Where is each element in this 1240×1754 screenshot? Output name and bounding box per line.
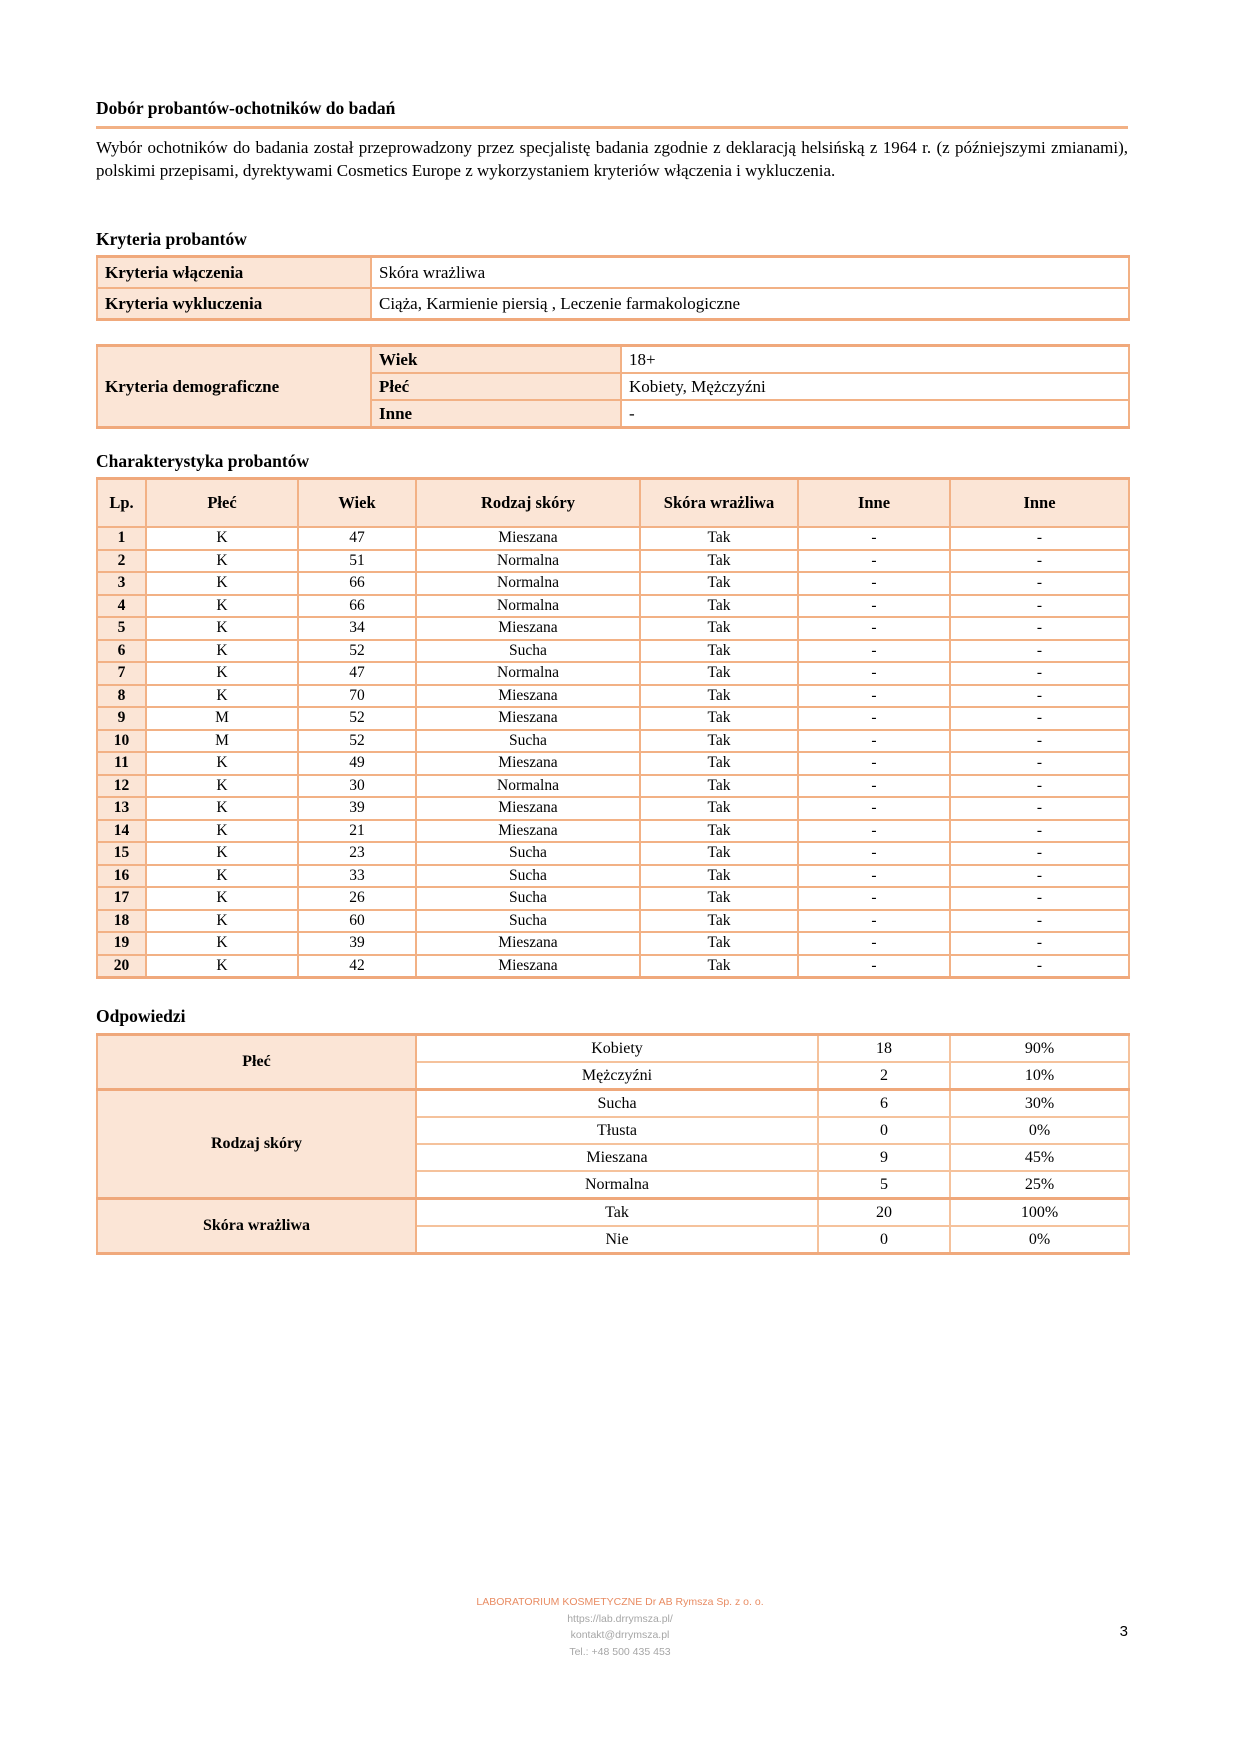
characteristics-cell: - — [950, 730, 1129, 753]
answers-count: 6 — [818, 1090, 950, 1118]
characteristics-cell: - — [950, 797, 1129, 820]
characteristics-cell: Mieszana — [416, 617, 640, 640]
characteristics-heading: Charakterystyka probantów — [96, 451, 310, 471]
characteristics-cell: Tak — [640, 887, 798, 910]
characteristics-cell: - — [950, 752, 1129, 775]
characteristics-row-number: 2 — [97, 550, 146, 573]
answers-group-label: Płeć — [97, 1035, 416, 1090]
answers-option: Mężczyźni — [416, 1062, 818, 1090]
characteristics-cell: Sucha — [416, 730, 640, 753]
characteristics-cell: Mieszana — [416, 820, 640, 843]
answers-percent: 45% — [950, 1144, 1129, 1171]
answers-percent: 10% — [950, 1062, 1129, 1090]
characteristics-cell: K — [146, 640, 298, 663]
characteristics-row-number: 20 — [97, 955, 146, 978]
characteristics-cell: 66 — [298, 595, 416, 618]
characteristics-row — [97, 550, 1129, 573]
characteristics-cell: - — [950, 685, 1129, 708]
characteristics-row — [97, 842, 1129, 865]
answers-count: 0 — [818, 1226, 950, 1254]
answers-row — [97, 1035, 1129, 1063]
characteristics-cell: Normalna — [416, 550, 640, 573]
characteristics-row-number: 7 — [97, 662, 146, 685]
characteristics-column-header: Inne — [950, 479, 1129, 528]
characteristics-cell: K — [146, 685, 298, 708]
answers-percent: 25% — [950, 1171, 1129, 1199]
characteristics-cell: Tak — [640, 550, 798, 573]
characteristics-cell: 26 — [298, 887, 416, 910]
characteristics-header-row — [97, 479, 1129, 528]
demographics-value: - — [621, 400, 1129, 428]
characteristics-cell: - — [950, 640, 1129, 663]
characteristics-cell: K — [146, 910, 298, 933]
footer-phone: Tel.: +48 500 435 453 — [569, 1645, 671, 1658]
characteristics-cell: - — [950, 820, 1129, 843]
characteristics-cell: - — [950, 842, 1129, 865]
characteristics-cell: - — [950, 887, 1129, 910]
characteristics-cell: Sucha — [416, 910, 640, 933]
answers-percent: 100% — [950, 1199, 1129, 1227]
characteristics-row-number: 1 — [97, 527, 146, 550]
characteristics-cell: - — [798, 842, 950, 865]
characteristics-cell: Mieszana — [416, 685, 640, 708]
answers-count: 9 — [818, 1144, 950, 1171]
characteristics-row-number: 9 — [97, 707, 146, 730]
characteristics-cell: Mieszana — [416, 707, 640, 730]
criteria-heading: Kryteria probantów — [96, 229, 247, 249]
characteristics-row-number: 16 — [97, 865, 146, 888]
answers-count: 0 — [818, 1117, 950, 1144]
intro-heading: Dobór probantów-ochotników do badań — [96, 97, 1128, 129]
characteristics-row — [97, 730, 1129, 753]
characteristics-column-header: Inne — [798, 479, 950, 528]
characteristics-row — [97, 527, 1129, 550]
characteristics-cell: Tak — [640, 955, 798, 978]
characteristics-cell: 33 — [298, 865, 416, 888]
characteristics-cell: K — [146, 932, 298, 955]
characteristics-cell: - — [950, 572, 1129, 595]
characteristics-cell: - — [950, 932, 1129, 955]
characteristics-cell: K — [146, 887, 298, 910]
characteristics-cell: Tak — [640, 595, 798, 618]
characteristics-cell: Tak — [640, 797, 798, 820]
characteristics-cell: 30 — [298, 775, 416, 798]
characteristics-cell: Sucha — [416, 842, 640, 865]
characteristics-cell: - — [798, 640, 950, 663]
answers-row — [97, 1199, 1129, 1227]
answers-option: Tłusta — [416, 1117, 818, 1144]
characteristics-cell: Tak — [640, 640, 798, 663]
characteristics-row-number: 18 — [97, 910, 146, 933]
footer-url: https://lab.drrymsza.pl/ — [567, 1612, 673, 1625]
characteristics-cell: - — [798, 617, 950, 640]
demographics-label: Wiek — [371, 346, 621, 374]
characteristics-cell: - — [950, 595, 1129, 618]
characteristics-row — [97, 820, 1129, 843]
characteristics-cell: - — [798, 910, 950, 933]
characteristics-cell: 60 — [298, 910, 416, 933]
characteristics-cell: Tak — [640, 617, 798, 640]
characteristics-cell: Tak — [640, 707, 798, 730]
footer-email: kontakt@drrymsza.pl — [570, 1629, 670, 1641]
characteristics-cell: K — [146, 550, 298, 573]
characteristics-cell: - — [798, 527, 950, 550]
page-footer — [0, 1594, 1240, 1660]
characteristics-cell: 34 — [298, 617, 416, 640]
answers-heading: Odpowiedzi — [96, 1006, 186, 1026]
answers-group-label: Skóra wrażliwa — [97, 1199, 416, 1254]
answers-option: Mieszana — [416, 1144, 818, 1171]
answers-percent: 90% — [950, 1035, 1129, 1063]
criteria-value: Ciąża, Karmienie piersią , Leczenie farmakologiczne — [371, 288, 1129, 320]
characteristics-cell: Sucha — [416, 887, 640, 910]
characteristics-row-number: 13 — [97, 797, 146, 820]
characteristics-cell: 47 — [298, 527, 416, 550]
characteristics-row — [97, 797, 1129, 820]
characteristics-row — [97, 955, 1129, 978]
characteristics-row — [97, 595, 1129, 618]
footer-company-name: LABORATORIUM KOSMETYCZNE Dr AB Rymsza Sp. z o. o. — [476, 1596, 764, 1608]
characteristics-cell: 42 — [298, 955, 416, 978]
characteristics-row — [97, 910, 1129, 933]
characteristics-table — [96, 477, 1130, 979]
characteristics-cell: - — [798, 730, 950, 753]
characteristics-row-number: 12 — [97, 775, 146, 798]
characteristics-cell: K — [146, 797, 298, 820]
characteristics-cell: Tak — [640, 752, 798, 775]
characteristics-cell: - — [798, 775, 950, 798]
characteristics-row — [97, 932, 1129, 955]
answers-count: 20 — [818, 1199, 950, 1227]
characteristics-row — [97, 887, 1129, 910]
characteristics-cell: M — [146, 730, 298, 753]
characteristics-cell: K — [146, 865, 298, 888]
characteristics-cell: - — [950, 955, 1129, 978]
page-number: 3 — [1119, 1623, 1128, 1640]
characteristics-row — [97, 685, 1129, 708]
characteristics-cell: - — [798, 662, 950, 685]
characteristics-row-number: 10 — [97, 730, 146, 753]
characteristics-cell: K — [146, 617, 298, 640]
characteristics-cell: Tak — [640, 685, 798, 708]
characteristics-cell: 39 — [298, 797, 416, 820]
criteria-label: Kryteria włączenia — [97, 257, 371, 289]
answers-table — [96, 1033, 1130, 1255]
characteristics-cell: Mieszana — [416, 797, 640, 820]
characteristics-cell: K — [146, 527, 298, 550]
characteristics-cell: - — [950, 662, 1129, 685]
characteristics-cell: K — [146, 842, 298, 865]
characteristics-cell: Normalna — [416, 775, 640, 798]
characteristics-cell: K — [146, 752, 298, 775]
characteristics-cell: Tak — [640, 527, 798, 550]
characteristics-cell: K — [146, 572, 298, 595]
characteristics-cell: - — [798, 685, 950, 708]
demographics-label: Inne — [371, 400, 621, 428]
characteristics-cell: Tak — [640, 932, 798, 955]
characteristics-row-number: 4 — [97, 595, 146, 618]
answers-option: Kobiety — [416, 1035, 818, 1063]
characteristics-column-header: Lp. — [97, 479, 146, 528]
criteria-label: Kryteria wykluczenia — [97, 288, 371, 320]
characteristics-cell: Tak — [640, 730, 798, 753]
characteristics-cell: K — [146, 775, 298, 798]
answers-percent: 0% — [950, 1226, 1129, 1254]
characteristics-cell: 52 — [298, 730, 416, 753]
characteristics-cell: Tak — [640, 865, 798, 888]
answers-percent: 30% — [950, 1090, 1129, 1118]
characteristics-cell: - — [798, 752, 950, 775]
answers-option: Normalna — [416, 1171, 818, 1199]
characteristics-cell: Sucha — [416, 865, 640, 888]
characteristics-cell: - — [798, 595, 950, 618]
characteristics-row — [97, 865, 1129, 888]
demographics-row — [97, 346, 1129, 374]
criteria-row — [97, 257, 1129, 289]
characteristics-cell: - — [950, 910, 1129, 933]
characteristics-cell: Normalna — [416, 572, 640, 595]
characteristics-cell: 23 — [298, 842, 416, 865]
characteristics-column-header: Rodzaj skóry — [416, 479, 640, 528]
answers-count: 18 — [818, 1035, 950, 1063]
characteristics-column-header: Skóra wrażliwa — [640, 479, 798, 528]
answers-option: Sucha — [416, 1090, 818, 1118]
characteristics-cell: 47 — [298, 662, 416, 685]
characteristics-cell: - — [950, 617, 1129, 640]
characteristics-cell: 39 — [298, 932, 416, 955]
characteristics-column-header: Płeć — [146, 479, 298, 528]
characteristics-cell: Tak — [640, 820, 798, 843]
demographics-table — [96, 344, 1130, 429]
characteristics-cell: Tak — [640, 842, 798, 865]
characteristics-row-number: 8 — [97, 685, 146, 708]
answers-count: 5 — [818, 1171, 950, 1199]
characteristics-cell: - — [798, 707, 950, 730]
characteristics-row — [97, 707, 1129, 730]
characteristics-cell: Tak — [640, 775, 798, 798]
demographics-label: Płeć — [371, 373, 621, 400]
characteristics-cell: Tak — [640, 910, 798, 933]
characteristics-cell: Sucha — [416, 640, 640, 663]
characteristics-cell: 52 — [298, 640, 416, 663]
characteristics-cell: Tak — [640, 662, 798, 685]
characteristics-cell: - — [950, 865, 1129, 888]
answers-count: 2 — [818, 1062, 950, 1090]
characteristics-cell: - — [798, 865, 950, 888]
characteristics-cell: K — [146, 820, 298, 843]
intro-paragraph: Wybór ochotników do badania został przeprowadzony przez specjalistę badania zgodnie z deklaracją helsińską z 1964 r. (z późniejszymi zmianami), polskimi przepisami, dyrektywami Cosmetics Europe z wykorzystaniem kryteriów włączenia i wykluczenia. — [96, 138, 1128, 180]
characteristics-row — [97, 572, 1129, 595]
characteristics-cell: Mieszana — [416, 932, 640, 955]
characteristics-row — [97, 640, 1129, 663]
characteristics-cell: Normalna — [416, 595, 640, 618]
characteristics-cell: M — [146, 707, 298, 730]
characteristics-cell: 52 — [298, 707, 416, 730]
characteristics-cell: K — [146, 595, 298, 618]
characteristics-row-number: 15 — [97, 842, 146, 865]
characteristics-row — [97, 775, 1129, 798]
characteristics-cell: Mieszana — [416, 527, 640, 550]
characteristics-cell: - — [798, 932, 950, 955]
characteristics-cell: - — [950, 707, 1129, 730]
characteristics-row-number: 19 — [97, 932, 146, 955]
characteristics-cell: - — [798, 887, 950, 910]
characteristics-column-header: Wiek — [298, 479, 416, 528]
characteristics-row-number: 5 — [97, 617, 146, 640]
characteristics-cell: K — [146, 662, 298, 685]
demographics-merged-label: Kryteria demograficzne — [97, 346, 371, 428]
characteristics-row-number: 6 — [97, 640, 146, 663]
characteristics-cell: 21 — [298, 820, 416, 843]
characteristics-row — [97, 752, 1129, 775]
characteristics-cell: 66 — [298, 572, 416, 595]
demographics-value: 18+ — [621, 346, 1129, 374]
characteristics-cell: - — [798, 797, 950, 820]
criteria-row — [97, 288, 1129, 320]
criteria-value: Skóra wrażliwa — [371, 257, 1129, 289]
characteristics-cell: 70 — [298, 685, 416, 708]
characteristics-cell: - — [950, 775, 1129, 798]
characteristics-cell: 51 — [298, 550, 416, 573]
criteria-table — [96, 255, 1130, 321]
characteristics-row-number: 17 — [97, 887, 146, 910]
characteristics-cell: Mieszana — [416, 752, 640, 775]
answers-option: Nie — [416, 1226, 818, 1254]
characteristics-cell: 49 — [298, 752, 416, 775]
characteristics-cell: Mieszana — [416, 955, 640, 978]
demographics-value: Kobiety, Mężczyźni — [621, 373, 1129, 400]
characteristics-row — [97, 617, 1129, 640]
answers-option: Tak — [416, 1199, 818, 1227]
characteristics-cell: - — [798, 955, 950, 978]
characteristics-cell: K — [146, 955, 298, 978]
characteristics-cell: Tak — [640, 572, 798, 595]
characteristics-row-number: 11 — [97, 752, 146, 775]
characteristics-cell: - — [798, 550, 950, 573]
characteristics-cell: - — [950, 527, 1129, 550]
characteristics-row — [97, 662, 1129, 685]
answers-percent: 0% — [950, 1117, 1129, 1144]
answers-group-label: Rodzaj skóry — [97, 1090, 416, 1199]
characteristics-row-number: 3 — [97, 572, 146, 595]
characteristics-row-number: 14 — [97, 820, 146, 843]
answers-row — [97, 1090, 1129, 1118]
characteristics-cell: - — [950, 550, 1129, 573]
characteristics-cell: - — [798, 572, 950, 595]
characteristics-cell: Normalna — [416, 662, 640, 685]
characteristics-cell: - — [798, 820, 950, 843]
